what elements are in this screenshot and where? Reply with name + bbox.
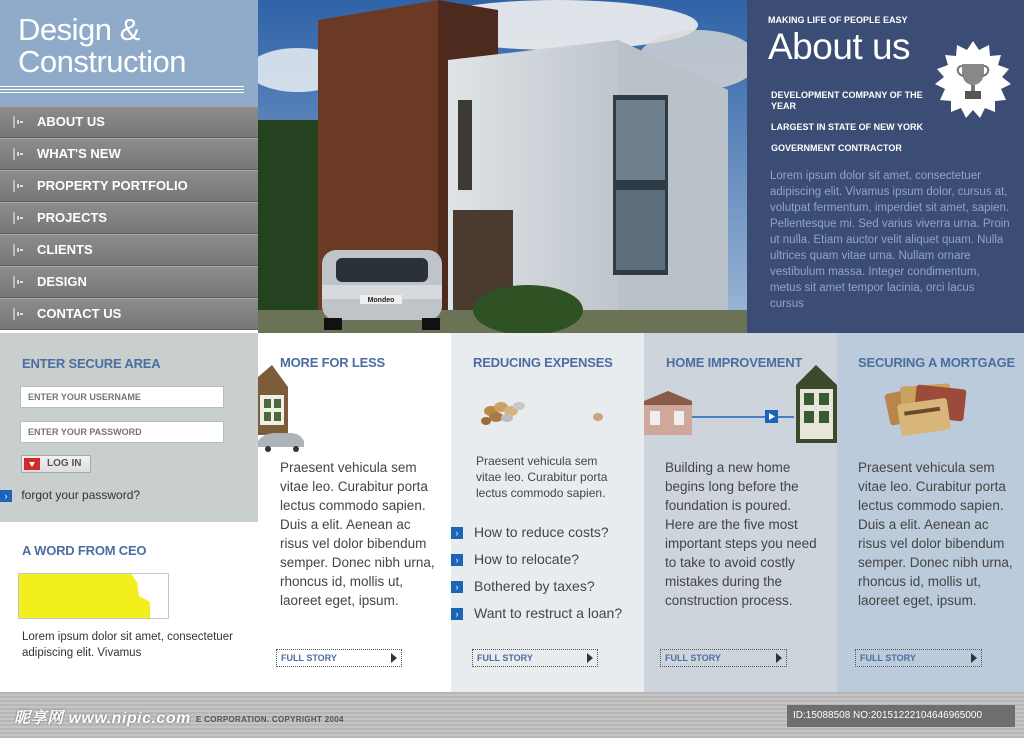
column-body: Praesent vehicula sem vitae leo. Curabitur porta lectus commodo sapien. [476, 454, 608, 500]
full-story-link[interactable] [660, 649, 787, 667]
column-body: Building a new home begins long before the foundation is poured. Here are the five most important steps you need to take to avoid costly mistakes during the construction process. [665, 460, 817, 608]
footer [0, 692, 1024, 738]
nav-item-contact-us[interactable] [0, 298, 258, 330]
full-story-link[interactable] [855, 649, 982, 667]
play-icon [391, 653, 397, 663]
nav-bullet-icon [13, 308, 23, 320]
column-reducing-expenses [451, 333, 644, 692]
question-label: How to reduce costs? [474, 524, 609, 540]
logo-panel [0, 0, 258, 106]
nav-item-about-us[interactable] [0, 106, 258, 138]
play-icon [587, 653, 593, 663]
nav-bullet-icon [13, 148, 23, 160]
full-story-link[interactable] [472, 649, 598, 667]
column-title: HOME IMPROVEMENT [666, 355, 803, 370]
nav-item-projects[interactable] [0, 202, 258, 234]
coins-icon [471, 393, 611, 433]
copyright-text: E CORPORATION. COPYRIGHT 2004 [196, 715, 344, 724]
question-label: Want to restruct a loan? [474, 605, 623, 621]
nav-item-label: PROJECTS [37, 210, 108, 225]
trophy-icon [932, 40, 1014, 122]
about-tagline: MAKING LIFE OF PEOPLE EASY [768, 15, 908, 25]
login-button[interactable] [21, 455, 91, 473]
question-link-loan[interactable] [451, 605, 622, 621]
question-link-reduce-costs[interactable] [451, 524, 609, 540]
about-fact: DEVELOPMENT COMPANY OF THE YEAR [771, 90, 923, 111]
credit-cards-icon [879, 379, 971, 439]
nav-bullet-icon [13, 180, 23, 192]
username-input[interactable] [20, 386, 224, 408]
password-input[interactable] [20, 421, 224, 443]
arrow-right-icon: › [0, 490, 12, 502]
column-more-for-less [258, 333, 451, 692]
nav-item-label: CONTACT US [37, 306, 122, 321]
nav-item-property-portfolio[interactable] [0, 170, 258, 202]
full-story-label: FULL STORY [860, 653, 916, 663]
full-story-label: FULL STORY [281, 653, 337, 663]
nav-item-label: ABOUT US [37, 114, 105, 129]
about-fact: LARGEST IN STATE OF NEW YORK [771, 122, 924, 132]
arrow-right-icon: › [451, 581, 463, 593]
play-icon [776, 653, 782, 663]
column-title: REDUCING EXPENSES [473, 355, 613, 370]
login-label: LOG IN [47, 458, 82, 469]
play-icon [971, 653, 977, 663]
arrow-right-icon: › [451, 608, 463, 620]
full-story-label: FULL STORY [665, 653, 721, 663]
nav-item-label: WHAT'S NEW [37, 146, 121, 161]
column-title: SECURING A MORTGAGE [858, 355, 1016, 370]
nav-item-label: PROPERTY PORTFOLIO [37, 178, 188, 193]
nav-item-clients[interactable] [0, 234, 258, 266]
nav-bullet-icon [13, 116, 23, 128]
login-arrow-icon [24, 458, 40, 470]
logo-line-2: Construction [18, 44, 187, 79]
arrow-right-icon: › [451, 527, 463, 539]
column-body: Praesent vehicula sem vitae leo. Curabitur porta lectus commodo sapien. Duis a elit. Aenean ac risus vel dolor bibendum semper. Donec nibh urna, rhoncus id, mollis ut, laoreet eget, ipsum. [280, 460, 435, 608]
car-badge-text: Mondeo [367, 297, 395, 304]
about-body: Lorem ipsum dolor sit amet, consectetuer adipiscing elit. Vivamus ipsum dolor, cursus at, volutpat fermentum, imperdiet sit amet, sapien. Pellentesque mi. Sed varius viverra urna. Proin ut nulla. Etiam auctor velit aliquet quam. Nulla ultrices quam vitae urna. Nullam ornare vestibulum massa. Integer condimentum, metus sit amet tempor lacinia, orci lacus cursus [770, 170, 1010, 310]
full-story-label: FULL STORY [477, 653, 533, 663]
nav-item-label: DESIGN [37, 274, 87, 289]
nav-bullet-icon [13, 276, 23, 288]
hero-photo [258, 0, 747, 333]
ceo-text: Lorem ipsum dolor sit amet, consectetuer adipiscing elit. Vivamus [22, 631, 233, 659]
forgot-password-label: forgot your password? [21, 488, 141, 502]
full-story-link[interactable] [276, 649, 402, 667]
column-body: Praesent vehicula sem vitae leo. Curabitur porta lectus commodo sapien. Duis a elit. Aenean ac risus vel dolor bibendum semper. Donec nibh urna, rhoncus id, mollis ut, laoreet eget, ipsum. [858, 460, 1013, 608]
nav-item-whats-new[interactable] [0, 138, 258, 170]
ceo-title: A WORD FROM CEO [22, 543, 147, 558]
question-label: Bothered by taxes? [474, 578, 595, 594]
home-progress-icon [644, 365, 837, 445]
nav-item-label: CLIENTS [37, 242, 93, 257]
question-label: How to relocate? [474, 551, 580, 567]
watermark: 昵享网 www.nipic.com [14, 710, 191, 727]
image-id-label: ID:15088508 NO:20151222104646965000 [787, 705, 1015, 727]
column-securing-mortgage [837, 333, 1024, 692]
question-link-relocate[interactable] [451, 551, 579, 567]
logo-divider [0, 86, 244, 93]
house-photo-illustration [258, 0, 747, 333]
ceo-image-placeholder [18, 573, 169, 619]
nav-bullet-icon [13, 244, 23, 256]
main-nav [0, 106, 258, 330]
column-home-improvement [644, 333, 837, 692]
nav-bullet-icon [13, 212, 23, 224]
nav-item-design[interactable] [0, 266, 258, 298]
arrow-right-icon: › [451, 554, 463, 566]
question-link-taxes[interactable] [451, 578, 595, 594]
about-title: About us [768, 26, 911, 67]
about-fact: GOVERNMENT CONTRACTOR [771, 143, 902, 153]
logo-line-1: Design & [18, 12, 140, 47]
column-title: MORE FOR LESS [280, 355, 386, 370]
house-car-icon [258, 365, 318, 453]
secure-area-title: ENTER SECURE AREA [22, 356, 161, 371]
forgot-password-link[interactable] [0, 488, 140, 502]
site-logo[interactable] [18, 14, 186, 78]
